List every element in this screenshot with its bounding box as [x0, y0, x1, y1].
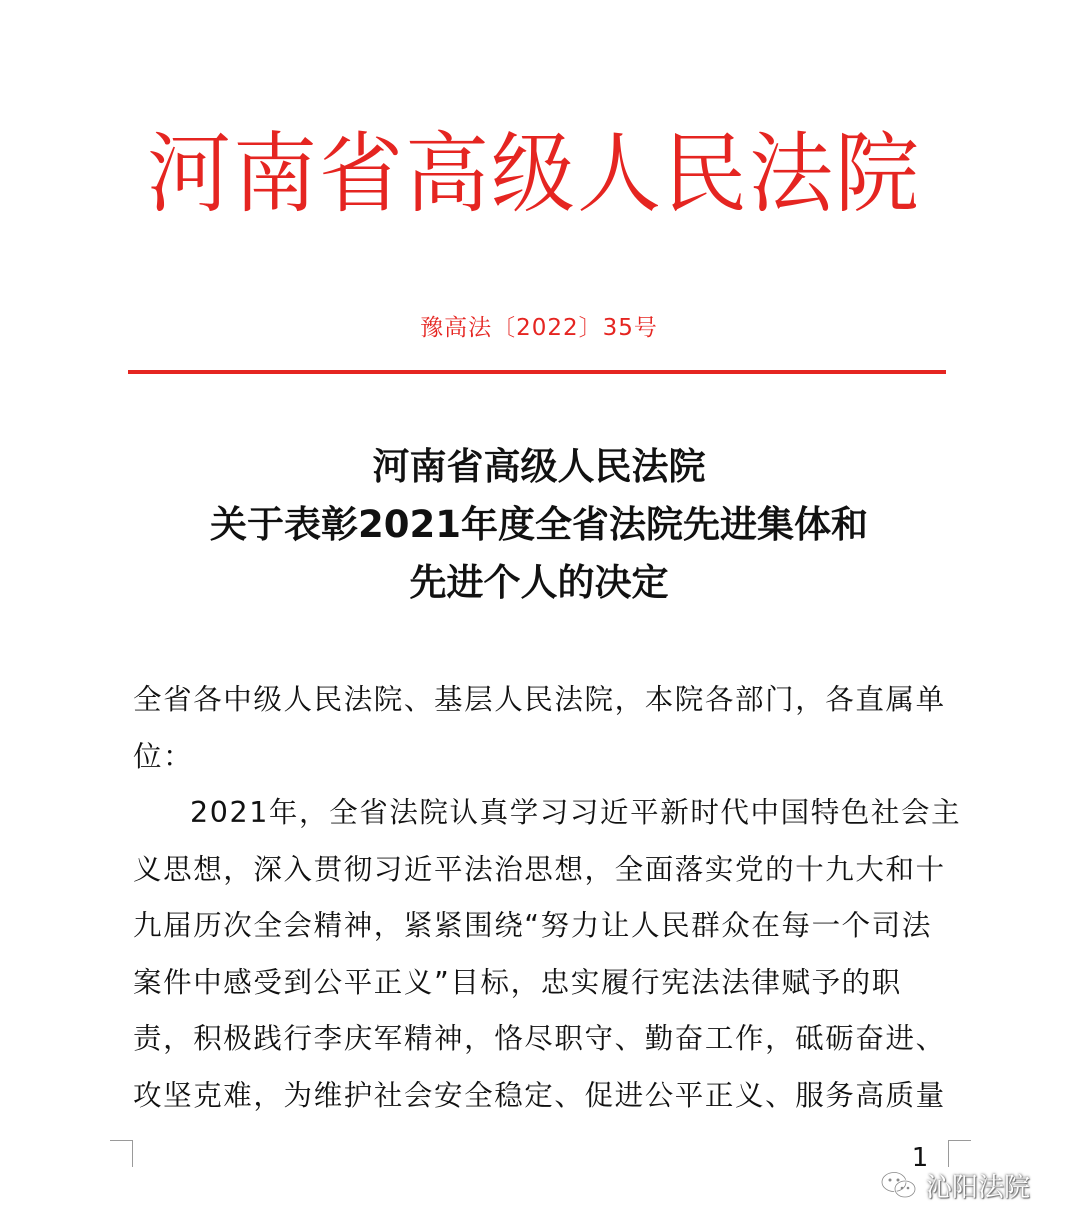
- salutation-line-1: 全省各中级人民法院、基层人民法院，本院各部门，各直属单: [133, 683, 946, 716]
- page-number: 1: [911, 1143, 929, 1173]
- wechat-icon: [880, 1170, 918, 1200]
- paragraph-line: 九届历次全会精神，紧紧围绕“努力让人民群众在每一个司法: [133, 909, 932, 942]
- paragraph-line: 义思想，深入贯彻习近平法治思想，全面落实党的十九大和十: [133, 852, 946, 886]
- paragraph-line: 责，积极践行李庆军精神，恪尽职守、勤奋工作，砥砺奋进、: [133, 1022, 946, 1055]
- document-title: [0, 438, 1068, 612]
- margin-corner-mark-left: [110, 1140, 133, 1167]
- title-line-1: 河南省高级人民法院: [372, 445, 706, 488]
- watermark-text: 沁阳法院: [926, 1172, 1031, 1203]
- paragraph-line: 案件中感受到公平正义”目标，忠实履行宪法法律赋予的职: [133, 965, 902, 999]
- red-divider: [128, 370, 946, 374]
- masthead-title: 河南省高级人民法院: [146, 123, 921, 225]
- title-line-2: 关于表彰2021年度全省法院先进集体和: [210, 503, 868, 546]
- paragraph-line: 攻坚克难，为维护社会安全稳定、促进公平正义、服务高质量: [133, 1078, 946, 1112]
- document-number: 豫高法〔2022〕35号: [420, 315, 658, 341]
- paragraph-line: 2021年，全省法院认真学习习近平新时代中国特色社会主: [190, 796, 962, 829]
- salutation-line-2: 位：: [133, 739, 194, 773]
- title-line-3: 先进个人的决定: [409, 561, 669, 604]
- account-watermark: [880, 1162, 1030, 1208]
- document-body: [133, 672, 962, 1124]
